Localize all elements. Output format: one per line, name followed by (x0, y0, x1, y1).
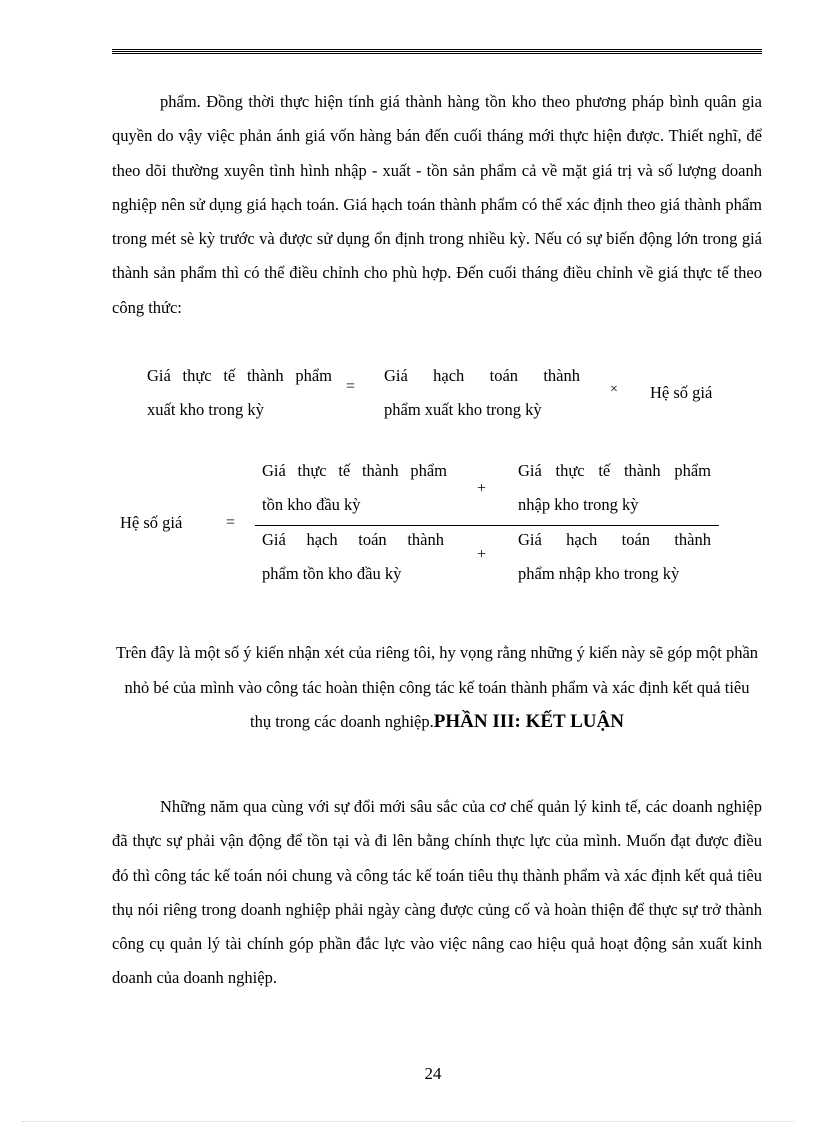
numerator-term-b: Giá thực tế thành phẩm nhập kho trong kỳ (518, 461, 711, 514)
header-rule (112, 53, 762, 54)
paragraph-closing-remarks: Trên đây là một số ý kiến nhận xét của riêng tôi, hy vọng rằng những ý kiến này sẽ góp một phần nhỏ bé của mình vào công tác hoàn thiện công tác kế toán thành phẩm và xác định kết quả tiêu thụ trong các doanh nghiệp.PHẦN III: KẾT LUẬN (115, 643, 759, 733)
plus-sign: + (477, 546, 487, 563)
equals-sign: = (346, 378, 356, 395)
plus-sign: + (477, 480, 487, 497)
paragraph-conclusion: Những năm qua cùng với sự đổi mới sâu sắc của cơ chế quản lý kinh tế, các doanh nghiệp đã thực sự phải vận động để tồn tại và đi lên bằng chính thực lực của mình. Muốn đạt được điều đó thì công tác kế toán nói chung và công tác kế toán tiêu thụ thành phẩm và xác định kết quả tiêu thụ nói riêng trong doanh nghiệp phải ngày càng được củng cố và hoàn thiện để thực sự trở thành công cụ quản lý tài chính góp phần đắc lực vào việc nâng cao hiệu quả hoạt động sản xuất kinh doanh của doanh nghiệp. (112, 797, 762, 988)
header-rule (112, 49, 762, 50)
formula-1-right: Hệ số giá (650, 383, 713, 402)
times-sign: × (610, 382, 618, 397)
denominator-term-a: Giá hạch toán thành phẩm tồn kho đầu kỳ (262, 530, 444, 583)
formula-1-left: Giá thực tế thành phẩm xuất kho trong kỳ (147, 366, 332, 419)
header-rule (112, 51, 762, 52)
formula-1-middle: Giá hạch toán thành phẩm xuất kho trong kỳ (384, 366, 580, 419)
page-number: 24 (424, 1064, 442, 1083)
numerator-term-a: Giá thực tế thành phẩm tồn kho đầu kỳ (262, 461, 447, 514)
page-bottom-rule (22, 1121, 794, 1122)
formula-2-label: Hệ số giá (120, 513, 183, 532)
equals-sign: = (226, 514, 236, 531)
denominator-term-b: Giá hạch toán thành phẩm nhập kho trong kỳ (518, 530, 711, 583)
section-heading: PHẦN III: KẾT LUẬN (433, 711, 624, 733)
paragraph-intro: phẩm. Đồng thời thực hiện tính giá thành hàng tồn kho theo phương pháp bình quân gia quyền do vậy việc phản ánh giá vốn hàng bán đến cuối tháng mới thực hiện được. Thiết nghĩ, để theo dõi thường xuyên tình hình nhập - xuất - tồn sản phẩm cả về mặt giá trị và số lượng doanh nghiệp nên sử dụng giá hạch toán. Giá hạch toán thành phẩm có thể xác định theo giá thành phẩm trong mét sè kỳ trước và được sử dụng ổn định trong nhiều kỳ. Nếu có sự biến động lớn trong giá thành sản phẩm thì có thể điều chỉnh cho phù hợp. Đến cuối tháng điều chỉnh về giá thực tế theo công thức: (112, 92, 762, 317)
